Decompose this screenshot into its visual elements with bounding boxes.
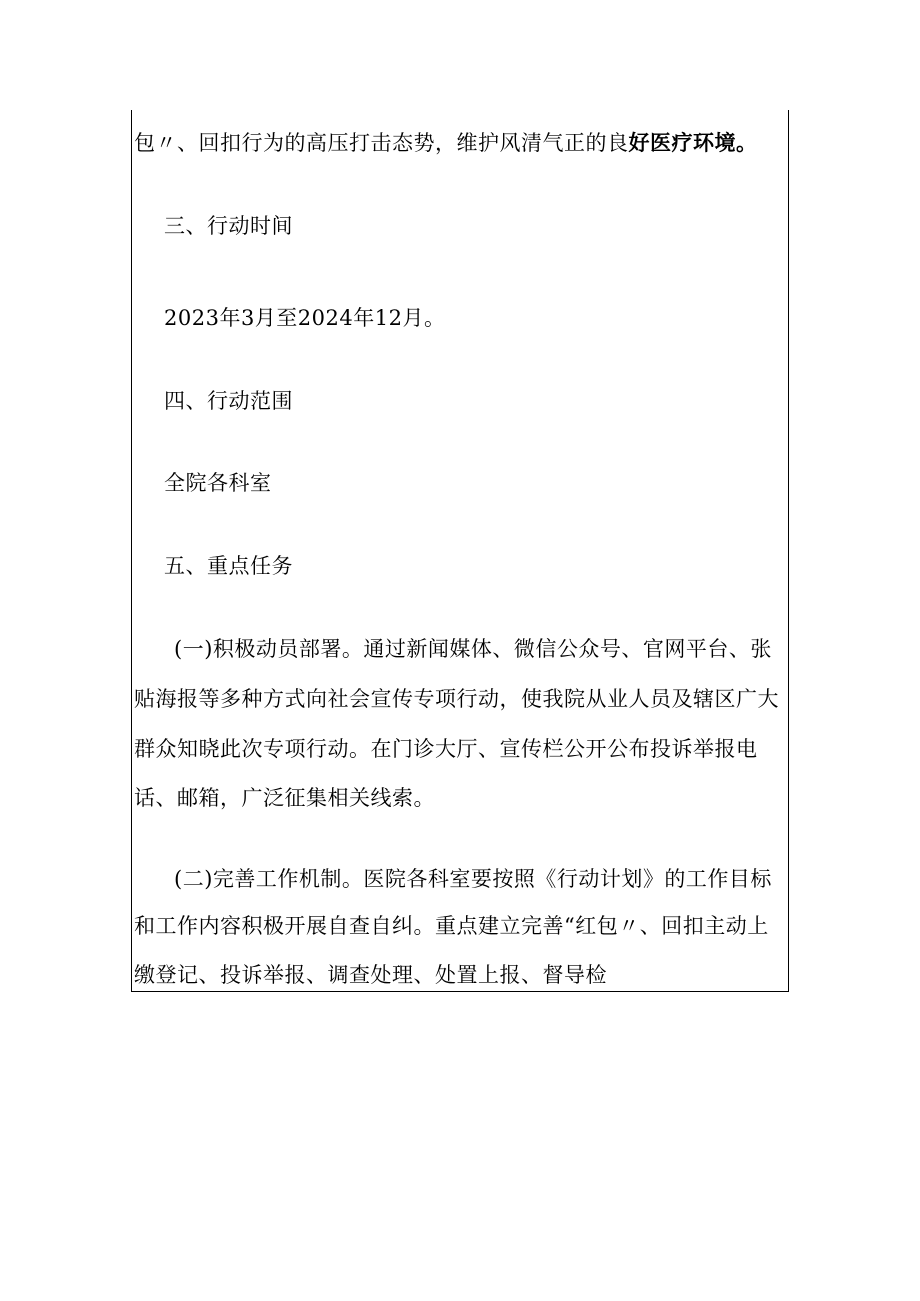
task-1-line-3: 群众知晓此次专项行动。在门诊大厅、宣传栏公开公布投诉举报电 xyxy=(134,737,758,761)
paragraph-line-1-bold-tail: 好医疗环境。 xyxy=(628,130,758,155)
paragraph-line-1-text: 包〃、回扣行为的高压打击态势，维护风清气正的良 xyxy=(134,131,629,155)
section-heading-5: 五、重点任务 xyxy=(164,554,293,578)
paragraph-line-1 xyxy=(134,130,758,156)
task-1-line-2: 贴海报等多种方式向社会宣传专项行动，使我院从业人员及辖区广大 xyxy=(134,687,779,711)
task-2-line-3: 缴登记、投诉举报、调查处理、处置上报、督导检 xyxy=(134,963,607,987)
task-1-line-4: 话、邮箱，广泛征集相关线索。 xyxy=(134,786,435,810)
document-frame xyxy=(131,110,789,992)
action-scope-text: 全院各科室 xyxy=(164,471,272,495)
task-1-line-1: (一)积极动员部署。通过新闻媒体、微信公众号、官网平台、张 xyxy=(174,637,772,661)
task-2-line-1: (二)完善工作机制。医院各科室要按照《行动计划》的工作目标 xyxy=(174,867,772,891)
section-heading-3: 三、行动时间 xyxy=(164,214,293,238)
task-2-line-2: 和工作内容积极开展自查自纠。重点建立完善“红包〃、回扣主动上 xyxy=(134,914,769,938)
section-heading-4: 四、行动范围 xyxy=(164,389,293,413)
action-time-text: 2023年3月至2024年12月。 xyxy=(164,306,446,330)
